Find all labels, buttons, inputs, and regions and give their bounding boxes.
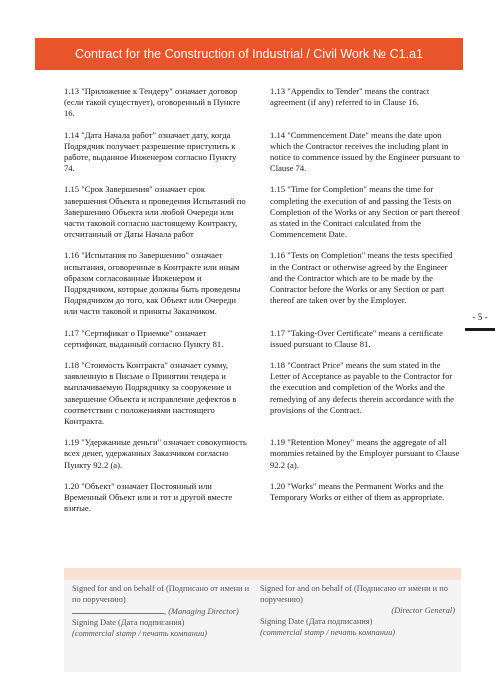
- clause-ru: 1.18 "Стоимость Контракта" означает сумму, заявленную в Письме о Принятии тендера и выплачиваемую Подрядчику за сооружение и завершение Объекта и исправление дефектов в соответствии с положениями настоящего Контракта.: [64, 360, 237, 427]
- signature-left-role: , (Managing Director): [164, 607, 239, 616]
- clause-en: 1.19 "Retention Money" means the aggregate of all mommies retained by the Employer pursuant to Clause 92.2 (a).: [270, 437, 460, 470]
- clause-row: [64, 130, 460, 175]
- clause-row: [64, 360, 460, 427]
- clause-row: [64, 481, 460, 515]
- clause-en: 1.20 "Works" means the Permanent Works and the Temporary Works or either of them as appropriate.: [270, 480, 445, 503]
- signature-right-role: (Director General): [391, 606, 455, 615]
- signature-left-date: Signing Date (Дата подписания): [72, 618, 185, 627]
- page-number-underline: [465, 328, 495, 331]
- clause-ru: 1.13 "Приложение к Тендеру" означает договор (если такой существует), оговоренный в Пункте 16.: [64, 86, 241, 119]
- clause-en: 1.13 "Appendix to Tender" means the contract agreement (if any) referred to in Clause 16.: [270, 86, 430, 108]
- signature-area: [64, 580, 461, 672]
- clause-row: [64, 86, 460, 120]
- clause-row: [64, 184, 460, 240]
- signature-right-line: Signed for and on behalf of (Подписано от имени и по поручению): [260, 584, 448, 604]
- clauses-table: [64, 86, 460, 525]
- signature-right: [260, 583, 455, 638]
- clause-ru: 1.16 "Испытания по Завершению" означает испытания, оговоренные в Контракте или иным образом согласованные Инженером и Подрядчиком, которые должны быть проведены Подрядчиком до того, как Объект или Очереди или части таковой и приняты Заказчиком.: [64, 250, 241, 317]
- clause-ru: 1.15 "Срок Завершения" означает срок завершения Объекта и проведения Испытаний по Завершению Объекта или любой Очереди или части таковой согласно настоящему Контракту, отсчитанный от Даты Начала работ: [64, 184, 246, 240]
- document-title: Contract for the Construction of Industrial / Civil Work № C1.a1: [74, 47, 424, 61]
- signature-left: [72, 583, 252, 639]
- signature-left-line: Signed for and on behalf of (Подписано от имени и по поручению): [72, 584, 250, 604]
- page-number: - 5 -: [472, 312, 488, 322]
- clause-ru: 1.17 "Сертификат о Приемке" означает сертификат, выданный согласно Пункту 81.: [64, 327, 224, 349]
- signature-left-role-line: [72, 605, 252, 617]
- signature-right-stamp: (commercial stamp / печать компании): [260, 628, 396, 637]
- signature-right-date: Signing Date (Дата подписания): [260, 617, 373, 626]
- clause-row: [64, 250, 460, 317]
- clause-en: 1.14 "Commencement Date" means the date upon which the Contractor receives the including plant in notice to commence issued by the Engineer pursuant to Clause 74.: [270, 129, 460, 174]
- clause-ru: 1.14 "Дата Начала работ" означает дату, когда Подрядчик получает разрешение приступить к работе, выданное Инженером согласно Пункту 74.: [64, 129, 237, 174]
- signature-band: [64, 568, 461, 580]
- clause-en: 1.15 "Time for Completion" means the time for completing the execution of and passing the Tests on Completion of the Works or any Section or part thereof as stated in the Contract calculated from the Commencement Date.: [270, 184, 460, 240]
- clause-row: [64, 437, 460, 471]
- clause-ru: 1.19 "Удержанные деньги" означает совокупность всех денег, удержанных Заказчиком согласно Пункту 92.2 (а).: [64, 437, 247, 470]
- signature-left-stamp: (commercial stamp / печать компании): [72, 629, 208, 638]
- document-header: [35, 38, 463, 70]
- signature-blank: [72, 605, 164, 614]
- clause-en: 1.18 "Contract Price" means the sum stated in the Letter of Acceptance as payable to the Contractor for the execution and completion of the Works and the remedying of any defects therein accordance with the provisions of the Contract.: [270, 360, 454, 415]
- clause-ru: 1.20 "Объект" означает Постоянный или Временный Объект или и тот и другой вместе взятые.: [64, 480, 233, 514]
- clause-en: 1.16 "Tests on Completion" means the tests specified in the Contract or otherwise agreed by the Engineer and the Contractor which are to be made by the Contractor before the Works or any Section or part thereof are taken over by the Employer.: [270, 250, 453, 306]
- clause-row: [64, 328, 460, 350]
- clause-en: 1.17 "Taking-Over Certificate" means a certificate issued pursuant to Clause 81.: [270, 327, 443, 349]
